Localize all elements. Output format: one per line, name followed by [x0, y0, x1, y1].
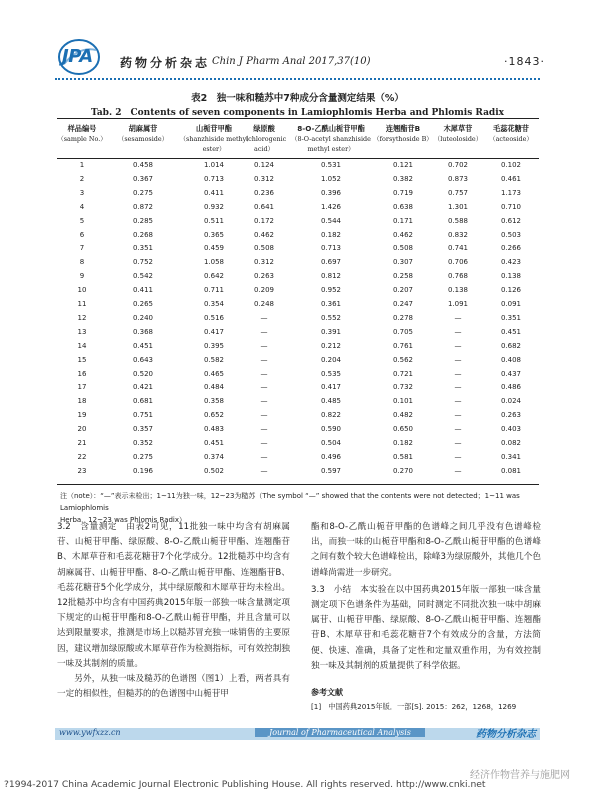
table-caption-cn: 表2 独一味和糙苏中7种成分含量测定结果（%） — [191, 93, 404, 104]
table-cell: 0.268 — [132, 230, 154, 239]
sample-number-cell: 13 — [77, 327, 87, 336]
table-cell: 0.275 — [132, 188, 154, 197]
watermark-text: 经济作物营养与施肥网 — [470, 770, 570, 781]
table-bottom-rule — [57, 484, 539, 485]
table-cell: 0.236 — [253, 188, 275, 197]
table-cell: 0.172 — [253, 216, 275, 225]
logo-text: JPA — [62, 46, 93, 67]
table-cell: — — [454, 327, 462, 336]
table-cell: 0.451 — [132, 341, 154, 350]
table-cell: 0.354 — [203, 300, 225, 308]
sample-number-cell: 14 — [77, 341, 87, 350]
table-cell: 0.650 — [392, 425, 414, 434]
table-cell: 0.458 — [132, 161, 154, 169]
table-cell: 0.932 — [203, 202, 225, 211]
table-cell: 0.643 — [132, 355, 154, 364]
table-cell: 0.768 — [447, 272, 469, 281]
table-cell: 0.182 — [320, 230, 342, 239]
table-cell: 0.642 — [203, 272, 225, 281]
table-cell: — — [260, 369, 268, 378]
table-row — [0, 342, 595, 357]
table-cell: 0.465 — [203, 369, 225, 378]
table-row — [0, 425, 595, 440]
sample-number-cell: 11 — [77, 300, 87, 308]
table-cell: — — [454, 425, 462, 434]
copyright-line: ?1994-2017 China Academic Journal Electronic Publishing House. All rights reserved. http://www.cnki.net — [4, 779, 486, 790]
table-cell: 0.212 — [320, 341, 342, 350]
table-cell: — — [260, 411, 268, 420]
table-cell: 0.508 — [392, 244, 414, 253]
table-row — [0, 203, 595, 218]
column-header-acteoside: 毛蕊花糖苷 （acteoside） — [489, 124, 533, 143]
table-cell: 0.462 — [253, 230, 275, 239]
table-cell: 0.351 — [132, 244, 154, 253]
table-cell: 0.832 — [447, 230, 469, 239]
table-cell: 0.552 — [320, 313, 342, 322]
table-cell: 0.751 — [132, 411, 154, 420]
table-row — [0, 439, 595, 454]
page-footer — [55, 722, 540, 741]
table-cell: 0.503 — [500, 230, 522, 239]
table-row — [0, 286, 595, 301]
table-cell: 0.872 — [132, 202, 154, 211]
table-cell: 1.052 — [320, 174, 342, 183]
table-cell: 0.265 — [132, 300, 154, 308]
table-cell: 0.741 — [447, 244, 469, 253]
table-cell: 0.357 — [132, 425, 154, 434]
table-cell: 0.710 — [500, 202, 522, 211]
table-caption-en: Tab. 2 Contents of seven components in Lamiophlomis Herba and Phlomis Radix — [91, 108, 504, 118]
table-cell: 0.761 — [392, 341, 414, 350]
table-cell: 0.285 — [132, 216, 154, 225]
table-cell: 0.486 — [500, 383, 522, 392]
column-header-luteoloside: 木犀草苷 （luteoloside） — [433, 124, 483, 143]
table-cell: 0.496 — [320, 452, 342, 461]
table-cell: 0.307 — [392, 258, 414, 267]
table-cell: 0.124 — [253, 161, 275, 169]
table-row — [0, 356, 595, 371]
table-cell: 0.082 — [500, 439, 522, 447]
table-cell: 0.258 — [392, 272, 414, 281]
sample-number-cell: 22 — [77, 452, 87, 461]
table-cell: 0.752 — [132, 258, 154, 267]
chromatogram-paragraph-cont: 酯和8-O-乙酰山栀苷甲酯的色谱峰之间几乎没有色谱峰检出，而独一味的山栀苷甲酯和8-O-乙酰山栀苷甲酯的色谱峰之间有数个较大色谱峰检出，除峰3为绿原酸外，其他几个色谱峰尚需进一步研究。 — [311, 522, 541, 578]
table-cell: 0.263 — [500, 411, 522, 420]
sample-number-cell: 8 — [79, 258, 85, 267]
table-cell: 0.247 — [392, 300, 414, 308]
table-cell: 0.535 — [320, 369, 342, 378]
sample-number-cell: 20 — [77, 425, 87, 434]
table-cell: 0.952 — [320, 286, 342, 295]
table-cell: 0.697 — [320, 258, 342, 267]
table-row — [0, 161, 595, 176]
table-cell: 0.713 — [320, 244, 342, 253]
sample-number-cell: 17 — [77, 383, 87, 392]
table-cell: 0.757 — [447, 188, 469, 197]
table-cell: 0.270 — [392, 466, 414, 475]
journal-name-en: Chin J Pharm Anal 2017,37(10) — [212, 56, 371, 67]
chromatogram-paragraph: 另外，从独一味及糙苏的色谱图（图1）上看，两者具有一定的相似性，但糙苏的的色谱图中山栀苷甲 — [57, 674, 290, 700]
table-cell: 0.511 — [203, 216, 225, 225]
table-cell: 0.485 — [320, 397, 342, 406]
column-header-sample: 样品编号 （sample No.） — [57, 124, 107, 143]
table-row — [0, 383, 595, 398]
table-cell: 1.426 — [320, 202, 342, 211]
table-cell: 0.822 — [320, 411, 342, 420]
sample-number-cell: 18 — [77, 397, 87, 406]
table-cell: 0.101 — [392, 397, 414, 406]
table-row — [0, 175, 595, 190]
table-cell: 0.374 — [203, 452, 225, 461]
table-cell: 0.641 — [253, 202, 275, 211]
table-cell: 0.682 — [500, 341, 522, 350]
table-cell: 0.484 — [203, 383, 225, 392]
table-cell: 0.544 — [320, 216, 342, 225]
section-3-2-paragraph: 3.2 含量测定 由表2可见，11批独一味中均含有胡麻属苷、山栀苷甲酯、绿原酸、8-O-乙酰山栀苷甲酯、连翘酯苷B、木犀草苷和毛蕊花糖苷7个化学成分。12批糙苏中均含有胡麻属苷、山栀苷甲酯、8-O-乙酰山栀苷甲酯、连翘酯苷B、毛蕊花糖苷5个化学成分，其中绿原酸和木犀草苷均未检出。12批糙苏中均含有中国药典2015年版一部独一味含量测定项下规定的山栀苷甲酯和8-O-乙酰山栀苷甲酯，并且含量可以达到限量要求，推测是市场上以糙苏冒充独一味销售的主要原因，建议增加绿原酸或木犀草苷作为检测指标，可有效控制独一味及其制剂的质量。 — [57, 522, 290, 669]
table-cell: 0.508 — [253, 244, 275, 253]
table-cell: 0.024 — [500, 397, 522, 406]
table-cell: 0.652 — [203, 411, 225, 420]
table-cell: 0.588 — [447, 216, 469, 225]
table-cell: — — [260, 327, 268, 336]
table-note: 注（note）：“—”表示未检出；1~11为独一味，12~23为糙苏（The symbol “—” showed that the contents were not detected；1~11 was Lamiophlomis Herba，12~23 was Phlomis Radix） — [60, 492, 520, 524]
table-cell: — — [454, 411, 462, 420]
table-cell: 1.058 — [203, 258, 225, 267]
table-row — [0, 328, 595, 343]
table-cell: — — [260, 452, 268, 461]
sample-number-cell: 12 — [77, 313, 87, 322]
column-header-forsythoside: 连翘酯苷B （forsythoside B） — [373, 124, 433, 143]
body-text-right — [311, 520, 541, 674]
sample-number-cell: 10 — [77, 286, 87, 295]
sample-number-cell: 16 — [77, 369, 87, 378]
sample-number-cell: 23 — [77, 466, 87, 475]
table-cell: 0.121 — [392, 161, 414, 169]
table-cell: 0.204 — [320, 355, 342, 364]
table-cell: — — [260, 466, 268, 475]
table-cell: 0.681 — [132, 397, 154, 406]
table-row — [0, 189, 595, 204]
table-cell: 0.417 — [320, 383, 342, 392]
sample-number-cell: 15 — [77, 355, 87, 364]
table-cell: 0.312 — [253, 258, 275, 267]
table-cell: — — [454, 397, 462, 406]
table-cell: 0.358 — [203, 397, 225, 406]
table-cell: 0.312 — [253, 174, 275, 183]
table-cell: 0.812 — [320, 272, 342, 281]
table-cell: 0.711 — [203, 286, 225, 295]
header-divider — [55, 78, 540, 80]
table-cell: 0.461 — [500, 174, 522, 183]
column-header-chlorogenic: 绿原酸 （chlorogenic acid） — [241, 124, 287, 153]
table-cell: 1.091 — [447, 300, 469, 308]
table-cell: 0.138 — [500, 272, 522, 281]
table-cell: 0.705 — [392, 327, 414, 336]
table-row — [0, 300, 595, 315]
page-number: ·1843· — [504, 55, 545, 68]
sample-number-cell: 5 — [79, 216, 85, 225]
reference-item: [1] 中国药典2015年版．一部[S]. 2015：262，1268，1269 — [311, 702, 517, 711]
table-row — [0, 258, 595, 273]
table-row — [0, 467, 595, 482]
table-cell: 0.403 — [500, 425, 522, 434]
sample-number-cell: 6 — [79, 230, 85, 239]
table-cell: 0.581 — [392, 452, 414, 461]
table-row — [0, 217, 595, 232]
table-cell: 0.182 — [392, 439, 414, 447]
table-row — [0, 397, 595, 412]
sample-number-cell: 7 — [79, 244, 85, 253]
column-header-acetyl-shanzhiside: 8-O-乙酰山栀苷甲酯 （8-O-acetyl shanzhiside methyl ester） — [291, 124, 371, 153]
sample-number-cell: 21 — [77, 439, 87, 447]
table-cell: 0.423 — [500, 258, 522, 267]
table-cell: — — [454, 466, 462, 475]
footer-url[interactable]: www.ywfxzz.cn — [59, 728, 121, 737]
table-cell: — — [260, 397, 268, 406]
table-cell: 0.542 — [132, 272, 154, 281]
table-row — [0, 370, 595, 385]
table-cell: 0.196 — [132, 466, 154, 475]
table-cell: 0.502 — [203, 466, 225, 475]
column-header-shanzhiside: 山栀苷甲酯 （shanzhiside methyl ester） — [179, 124, 249, 153]
table-cell: 0.341 — [500, 452, 522, 461]
table-cell: — — [454, 341, 462, 350]
table-row — [0, 314, 595, 329]
table-cell: 0.240 — [132, 313, 154, 322]
table-cell: — — [454, 355, 462, 364]
journal-name-cn: 药物分析杂志 — [120, 56, 211, 70]
table-cell: — — [260, 425, 268, 434]
table-cell: 0.516 — [203, 313, 225, 322]
table-cell: 0.483 — [203, 425, 225, 434]
table-cell: 0.706 — [447, 258, 469, 267]
table-cell: 0.209 — [253, 286, 275, 295]
table-cell: — — [454, 369, 462, 378]
table-cell: 0.138 — [447, 286, 469, 295]
table-cell: 0.582 — [203, 355, 225, 364]
table-cell: 0.462 — [392, 230, 414, 239]
table-row — [0, 244, 595, 259]
sample-number-cell: 19 — [77, 411, 87, 420]
table-row — [0, 411, 595, 426]
table-cell: 0.421 — [132, 383, 154, 392]
body-text-left — [57, 520, 290, 702]
table-cell: 1.173 — [500, 188, 522, 197]
table-cell: — — [454, 383, 462, 392]
table-cell: 0.873 — [447, 174, 469, 183]
table-cell: 0.091 — [500, 300, 522, 308]
table-cell: 0.351 — [500, 313, 522, 322]
table-cell: — — [454, 313, 462, 322]
table-cell: — — [260, 439, 268, 447]
table-cell: 0.597 — [320, 466, 342, 475]
references-title: 参考文献 — [311, 688, 343, 697]
table-cell: 1.014 — [203, 161, 225, 169]
table-cell: 0.365 — [203, 230, 225, 239]
sample-number-cell: 1 — [79, 161, 85, 169]
table-cell: 0.451 — [203, 439, 225, 447]
table-cell: — — [454, 452, 462, 461]
table-cell: 0.248 — [253, 300, 275, 308]
table-cell: 0.367 — [132, 174, 154, 183]
table-cell: 0.207 — [392, 286, 414, 295]
table-cell: 0.451 — [500, 327, 522, 336]
table-cell: 0.612 — [500, 216, 522, 225]
column-header-sesamoside: 胡麻属苷 （sesamoside） — [117, 124, 169, 143]
sample-number-cell: 2 — [79, 174, 85, 183]
table-header-rule — [57, 158, 539, 159]
table-cell: 0.531 — [320, 161, 342, 169]
sample-number-cell: 9 — [79, 272, 85, 281]
table-cell: 0.266 — [500, 244, 522, 253]
table-cell: 0.482 — [392, 411, 414, 420]
table-cell: 0.713 — [203, 174, 225, 183]
table-cell: 0.702 — [447, 161, 469, 169]
table-cell: 0.411 — [132, 286, 154, 295]
table-cell: 0.417 — [203, 327, 225, 336]
table-cell: 0.368 — [132, 327, 154, 336]
table-cell: 0.504 — [320, 439, 342, 447]
table-cell: — — [260, 355, 268, 364]
table-cell: — — [260, 383, 268, 392]
table-cell: 0.352 — [132, 439, 154, 447]
table-cell: 0.638 — [392, 202, 414, 211]
table-cell: 0.520 — [132, 369, 154, 378]
table-cell: 0.382 — [392, 174, 414, 183]
table-cell: 0.275 — [132, 452, 154, 461]
footer-journal-en: Journal of Pharmaceutical Analysis — [255, 728, 425, 737]
table-cell: 1.301 — [447, 202, 469, 211]
table-cell: 0.395 — [203, 341, 225, 350]
table-cell: 0.721 — [392, 369, 414, 378]
table-cell: 0.396 — [320, 188, 342, 197]
table-cell: — — [454, 439, 462, 447]
page-header — [0, 0, 595, 82]
table-cell: 0.437 — [500, 369, 522, 378]
table-cell: 0.408 — [500, 355, 522, 364]
table-cell: 0.719 — [392, 188, 414, 197]
table-top-rule — [57, 118, 539, 119]
sample-number-cell: 4 — [79, 202, 85, 211]
table-cell: — — [260, 341, 268, 350]
table-cell: 0.171 — [392, 216, 414, 225]
table-row — [0, 453, 595, 468]
table-cell: 0.126 — [500, 286, 522, 295]
footer-journal-cn: 药物分析杂志 — [476, 729, 536, 740]
table-cell: 0.081 — [500, 466, 522, 475]
table-row — [0, 231, 595, 246]
section-3-3-paragraph: 3.3 小结 本实验在以中国药典2015年版一部独一味含量测定项下色谱条件为基础，同时测定不同批次独一味中胡麻属苷、山栀苷甲酯、绿原酸、8-O-乙酰山栀苷甲酯、连翘酯苷B、木犀草苷和毛蕊花糖苷7个有效成分的含量，方法简便、快速、准确，具备了定性和定量双重作用，为有效控制独一味及其制剂的质量提供了科学依据。 — [311, 584, 541, 671]
table-cell: 0.562 — [392, 355, 414, 364]
table-cell: 0.590 — [320, 425, 342, 434]
table-cell: 0.361 — [320, 300, 342, 308]
table-cell: 0.459 — [203, 244, 225, 253]
table-cell: 0.278 — [392, 313, 414, 322]
table-cell: 0.391 — [320, 327, 342, 336]
sample-number-cell: 3 — [79, 188, 85, 197]
table-row — [0, 272, 595, 287]
table-cell: 0.102 — [500, 161, 522, 169]
table-cell: 0.732 — [392, 383, 414, 392]
table-cell: — — [260, 313, 268, 322]
table-cell: 0.411 — [203, 188, 225, 197]
table-cell: 0.263 — [253, 272, 275, 281]
